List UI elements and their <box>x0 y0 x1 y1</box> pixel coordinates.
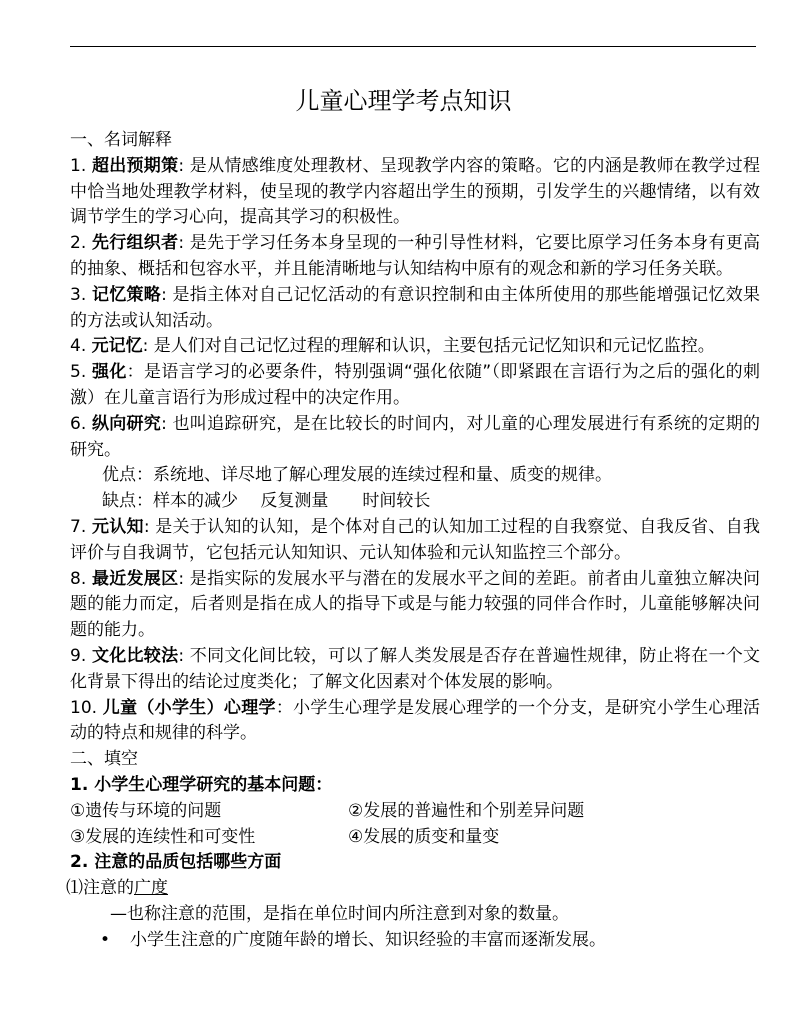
term-item-2 <box>70 231 760 283</box>
term-item-1 <box>70 154 760 231</box>
term-item-6 <box>70 412 760 464</box>
term-item-8 <box>70 567 760 644</box>
item-number: 1. <box>70 155 87 176</box>
term-definition: : 不同文化间比较，可以了解人类发展是否存在普遍性规律，防止将在一个文化背景下得出的结论过度类化；了解文化因素对个体发展的影响。 <box>70 645 761 692</box>
sub-item-definition: —也称注意的范围，是指在单位时间内所注意到对象的数量。 <box>110 903 569 924</box>
term-item-3 <box>70 283 760 335</box>
term-name: 超出预期策 <box>91 155 179 176</box>
answer-1: ①遗传与环境的问题 <box>70 800 222 821</box>
item-number: 3. <box>70 284 87 305</box>
answer-row-2 <box>70 825 760 851</box>
item-number: 5. <box>70 362 87 383</box>
bullet-text: 小学生注意的广度随年龄的增长、知识经验的丰富而逐渐发展。 <box>130 929 606 950</box>
item-number: 10. <box>70 697 98 718</box>
sub-item-prefix: ⑴注意的 <box>66 878 134 899</box>
fill-question-1: 1. 小学生心理学研究的基本问题： <box>70 774 333 795</box>
term-definition: : 是关于认知的认知，是个体对自己的认知加工过程的自我察觉、自我反省、自我评价与自我调节，它包括元认知知识、元认知体验和元认知监控三个部分。 <box>70 516 761 563</box>
answer-2: ②发展的普遍性和个别差异问题 <box>348 800 585 821</box>
page-title: 儿童心理学考点知识 <box>295 87 512 115</box>
term-definition: : 是从情感维度处理教材、呈现教学内容的策略。它的内涵是教师在教学过程中恰当地处理教学材料，使呈现的教学内容超出学生的预期，引发学生的兴趣情绪，以有效调节学生的学习心向，提高其学习的积极性。 <box>70 155 761 228</box>
item-number: 4. <box>70 336 87 357</box>
cons-line: 缺点：样本的减少 反复测量 时间较长 <box>102 491 431 512</box>
sub-item-1 <box>66 876 760 902</box>
item-number: 2. <box>70 233 87 254</box>
header-rule <box>70 46 756 47</box>
term-name: 强化 <box>91 362 127 383</box>
term-name: 元记忆 <box>91 336 143 357</box>
answer-4: ④发展的质变和量变 <box>348 826 500 847</box>
underlined-keyword: 广度 <box>134 878 168 899</box>
term-definition: : 是人们对自己记忆过程的理解和认识，主要包括元记忆知识和元记忆监控。 <box>142 336 715 357</box>
bullet-item <box>70 928 760 954</box>
term-name: 先行组织者 <box>91 233 179 254</box>
term-item-9 <box>70 644 760 696</box>
term-definition: ：小学生心理学是发展心理学的一个分支，是研究小学生心理活动的特点和规律的科学。 <box>70 697 761 744</box>
item-number: 9. <box>70 645 87 666</box>
term-item-10 <box>70 696 760 748</box>
answer-3: ③发展的连续性和可变性 <box>70 826 256 847</box>
document-body <box>66 128 761 954</box>
term-definition: : 是指实际的发展水平与潜在的发展水平之间的差距。前者由儿童独立解决问题的能力而定，后者则是指在成人的指导下或是与能力较强的同伴合作时，儿童能够解决问题的能力。 <box>70 568 761 641</box>
term-name: 元认知 <box>91 516 144 537</box>
term-name: 儿童（小学生）心理学 <box>102 697 276 718</box>
term-definition: : 是先于学习任务本身呈现的一种引导性材料，它要比原学习任务本身有更高的抽象、概括和包容水平，并且能清晰地与认知结构中原有的观念和新的学习任务关联。 <box>70 233 761 279</box>
item-number: 6. <box>70 413 87 434</box>
term-name: 纵向研究 <box>91 413 162 434</box>
term-name: 文化比较法 <box>91 645 179 666</box>
term-item-7 <box>70 515 760 567</box>
item-number: 7. <box>70 516 87 537</box>
bullet-icon: • <box>100 929 111 950</box>
item-number: 8. <box>70 568 87 589</box>
term-name: 记忆策略 <box>91 284 162 305</box>
section-heading-terms: 一、名词解释 <box>70 130 172 150</box>
term-definition: ：是语言学习的必要条件，特别强调“强化依随”（即紧跟在言语行为之后的强化的刺激）在儿童言语行为形成过程中的决定作用。 <box>70 362 761 408</box>
fill-question-2: 2. 注意的品质包括哪些方面 <box>70 852 282 873</box>
answer-row-1 <box>70 799 760 825</box>
term-definition: : 也叫追踪研究，是在比较长的时间内，对儿童的心理发展进行有系统的定期的研究。 <box>70 413 761 460</box>
section-heading-fill: 二、填空 <box>70 749 138 770</box>
term-item-4 <box>70 334 760 360</box>
term-name: 最近发展区 <box>91 568 179 589</box>
term-item-5 <box>70 360 760 412</box>
term-definition: : 是指主体对自己记忆活动的有意识控制和由主体所使用的那些能增强记忆效果的方法或认知活动。 <box>70 284 761 331</box>
pros-line: 优点：系统地、详尽地了解心理发展的连续过程和量、质变的规律。 <box>102 465 612 486</box>
